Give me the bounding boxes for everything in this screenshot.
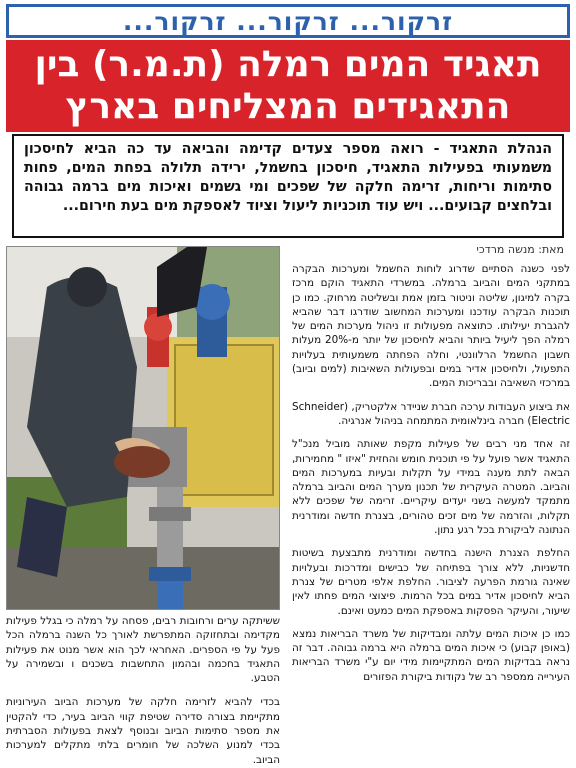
body-paragraph: זה אחד מני רבים של פעילות מקפת שאותה מוביל מנכ"ל התאגיד אשר פועל על פי תוכנית חומש והחזית "איזו " מחמירות, הבאה לתת מענה במידי על תקלות ובעיות במערכות המים והביוב. המטרה העיקרית של תכנון מערך המים והביוב ברמלה מתמקד למעשה בשני יעדים עיקריים. זרימה של שפכים ללא תקלות, והזרמה של מים זכים טהורים, בצנרת חדשה ומודרנית הנתונה לביקורת בכל רגע נתון. (292, 438, 570, 537)
body-paragraph: כמו כן איכות המים עלתה ומבדיקות של משרד הבריאות נמצא (באופן קבוע) כי איכות המים ברמלה היא ברמה גבוהה. דבר זה נראה בבדיקות המים המתקיימות מידי יום ע"י משרד הבריאות העירייה ממספר רב של נקודות ביקורת הפזורים (292, 627, 570, 683)
banner-text: זרקור... זרקור... זרקור... (122, 6, 454, 36)
article-body-left (6, 614, 280, 764)
section-banner (6, 4, 570, 38)
body-paragraph: החלפת הצנרת הישנה בחדשה ומודרנית מתבצעת בשיטות חדשניות, ללא צורך בפתיחה של כבישים ומדרכות ובעלויות שאינה גורמת הפרעה לציבור. החלפת אלפי מטרים של צנרת הביא לחיסכון אדיר במים בכל הרמות. פיצוצי המים פחתו לאין שיעור, והעיקר הפסקות באספקת המים כמעט ואינם. (292, 547, 570, 617)
article-body-right (292, 262, 570, 762)
body-paragraph: את ביצוע העבודות ערכה חברת שניידר אלקטריק, (Schneider Electric) חברה בינלאומית המתמחה בניהול אנרגיה. (292, 400, 570, 427)
body-paragraph: בכדי להביא לזרימה חלקה של מערכות הביוב העירוניות מתקיימת בצורה סדירה שטיפת קווי הביוב בעיר, כדי להקטין את מספר סתימות הביוב ובנוסף לצאת בפעולות הסברתית בכדי למנוע השלכה של חומרים בלתי מתקלים למערכות הביוב. (6, 696, 280, 764)
headline: תאגיד המים רמלה (ת.מ.ר) בין התאגידים המצליחים בארץ (34, 44, 542, 127)
lead-paragraph: הנהלת התאגיד - רואה מספר צעדים קדימה והביאה עד כה הביא לחיסכון משמעותי בפעילות התאגיד, חיסכון בחשמל, ירידה תלולה בפחת המים, פחות סתימות וריחות, זרימה חלקה של שפכים ומי גשמים ואיכות מים ברמה גבוהה ובלחצים קבועים... ויש עוד תוכניות ליעול וציוד לאספקת מים בעת חירום... (12, 134, 564, 238)
body-paragraph: לפני כשנה הסתיים שדרוג לוחות החשמל ומערכות הבקרה במתקני המים והביוב ברמלה. במשרדי התאגיד הוקם מרכז בקרה למיגון, שליטה וניטור בזמן אמת ובשליטה מרחוק. כמו כן תוכנות הבקרה עודכנו ומערכות המחשוב שודרגו דבר שהביא להגברת יעילותו. כתוצאה מפעולות זו ניהול מערכות המים של רמלה הפך ליעיל ביותר והביא לחיסכון של יותר מ-20% מעלות חשבון החשמל הרלוונטי, וחלה הפחתה משמעותית בעלויות התפעול, ולחיסכון אדיר במים ובפעולות השאיבות (למים וביוב) במרכזי השאיבה ובבריכות המים. (292, 263, 570, 390)
article-photo (6, 246, 280, 610)
headline-box (6, 40, 570, 132)
byline: מאת: מנשה מרדכי (476, 243, 564, 256)
body-paragraph: ששיתקה ערים ורחובות רבים, פסחה על רמלה כי בגלל פעילות מקדימה ובתחזוקה המתפרשת לאורך כל השנה ברמלה הכל פעל על פי הספרים. האחראי לכך הוא אשר מנוט את פעילות התאגיד בחכמה ובהמון התחשבות בשכנים ו ובשמירה על הטבע. (6, 615, 280, 685)
photo-illustration (7, 247, 280, 610)
